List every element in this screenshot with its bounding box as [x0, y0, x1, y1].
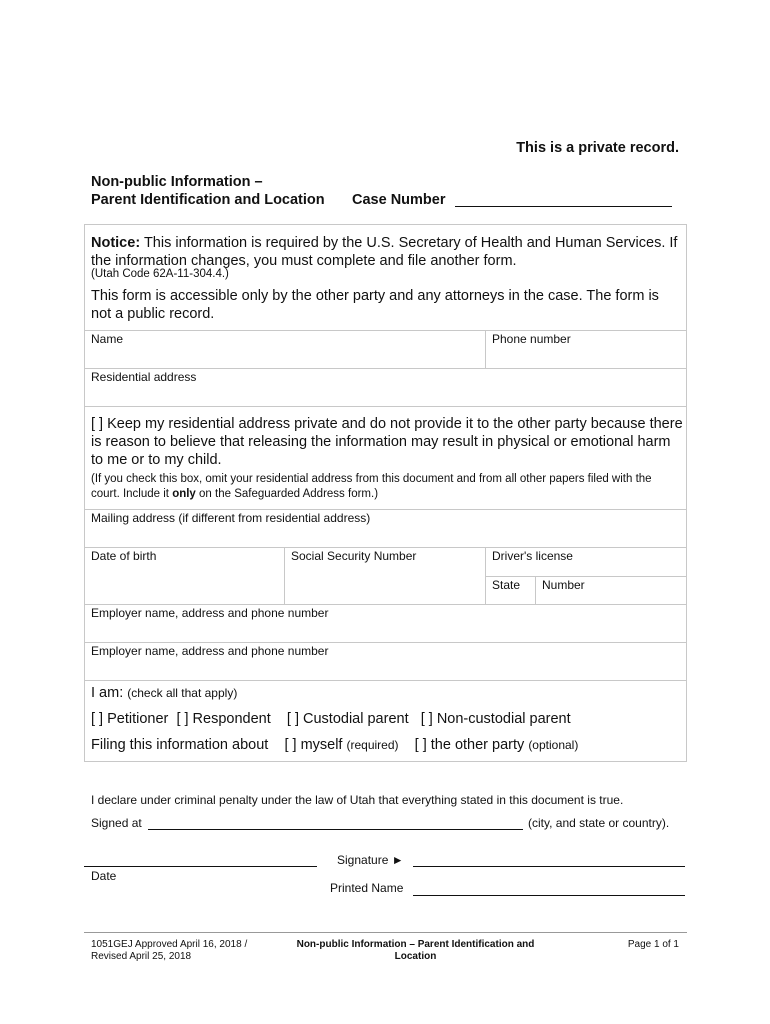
declaration-text: I declare under criminal penalty under the law of Utah that everything stated in this document is true. [91, 793, 624, 807]
row-divider [84, 604, 687, 605]
filing-about-label: Filing this information about [91, 737, 269, 753]
keep-address-private-text: Keep my residential address private and do not provide it to the other party because there is reason to believe that releasing the information may result in physical or emotional harm to me or to my child. [91, 416, 683, 468]
checkbox-bracket: [ ] [91, 416, 104, 432]
date-field[interactable] [84, 866, 317, 867]
myself-checkbox[interactable]: [ ] myself [284, 737, 343, 753]
employer-field-1[interactable]: Employer name, address and phone number [91, 606, 329, 620]
form-title-line2: Parent Identification and Location [91, 192, 325, 208]
petitioner-checkbox[interactable]: [ ] Petitioner [91, 711, 169, 727]
row-divider [84, 330, 687, 331]
row-divider [84, 509, 687, 510]
notice-text: This information is required by the U.S. Secretary of Health and Human Services. If the information changes, you must complete and file another form. [91, 235, 678, 269]
column-divider [284, 547, 285, 604]
notice-label: Notice: [91, 235, 141, 251]
notice-paragraph [91, 234, 681, 270]
printed-name-field[interactable] [413, 895, 685, 896]
accessibility-statement: This form is accessible only by the other party and any attorneys in the case. The form is not a public record. [91, 288, 659, 322]
city-state-label: (city, and state or country). [528, 816, 670, 830]
license-state-field[interactable]: State [492, 578, 521, 592]
signed-at-field[interactable] [148, 829, 523, 830]
form-version: 1051GEJ Approved April 16, 2018 / Revised April 25, 2018 [91, 939, 248, 962]
private-address-note: (If you check this box, omit your residential address from this document and from all other papers filed with the court. Include it only on the Safeguarded Address form.) [91, 473, 652, 500]
drivers-license-label: Driver's license [492, 549, 573, 563]
column-divider [535, 576, 536, 604]
page-number: Page 1 of 1 [627, 939, 679, 950]
name-field[interactable]: Name [91, 332, 124, 346]
private-record-notice: This is a private record. [516, 140, 679, 156]
license-number-field[interactable]: Number [542, 578, 585, 592]
employer-field-2[interactable]: Employer name, address and phone number [91, 644, 329, 658]
row-divider [84, 680, 687, 681]
filing-about-options: Filing this information about [ ] myself (required) [ ] the other party (optional) [91, 737, 579, 753]
mailing-address-field[interactable]: Mailing address (if different from residential address) [91, 511, 371, 525]
footer-divider [84, 932, 687, 933]
signed-at-label: Signed at [91, 816, 142, 830]
footer-title: Non-public Information – Parent Identification and Location [296, 939, 535, 962]
utah-code-citation: (Utah Code 62A-11-304.4.) [91, 268, 229, 280]
other-party-checkbox[interactable]: [ ] the other party [414, 737, 525, 753]
residential-address-field[interactable]: Residential address [91, 370, 197, 384]
signature-label: Signature ► [337, 853, 404, 867]
form-title-line1: Non-public Information – [91, 174, 263, 190]
row-divider [84, 642, 687, 643]
date-of-birth-field[interactable]: Date of birth [91, 549, 157, 563]
row-divider [84, 547, 687, 548]
signature-field[interactable] [413, 866, 685, 867]
keep-address-private-checkbox[interactable] [91, 415, 683, 469]
role-options [91, 711, 571, 727]
ssn-field[interactable]: Social Security Number [291, 549, 417, 563]
row-divider [84, 406, 687, 407]
case-number-field[interactable] [455, 206, 672, 207]
case-number-label: Case Number [352, 192, 446, 208]
row-divider [84, 368, 687, 369]
column-divider [485, 330, 486, 368]
respondent-checkbox[interactable]: [ ] Respondent [176, 711, 271, 727]
i-am-heading: I am: (check all that apply) [91, 685, 238, 701]
date-label: Date [91, 869, 117, 883]
printed-name-label: Printed Name [330, 881, 404, 895]
noncustodial-parent-checkbox[interactable]: [ ] Non-custodial parent [420, 711, 571, 727]
row-divider [485, 576, 687, 577]
phone-field[interactable]: Phone number [492, 332, 571, 346]
custodial-parent-checkbox[interactable]: [ ] Custodial parent [286, 711, 409, 727]
